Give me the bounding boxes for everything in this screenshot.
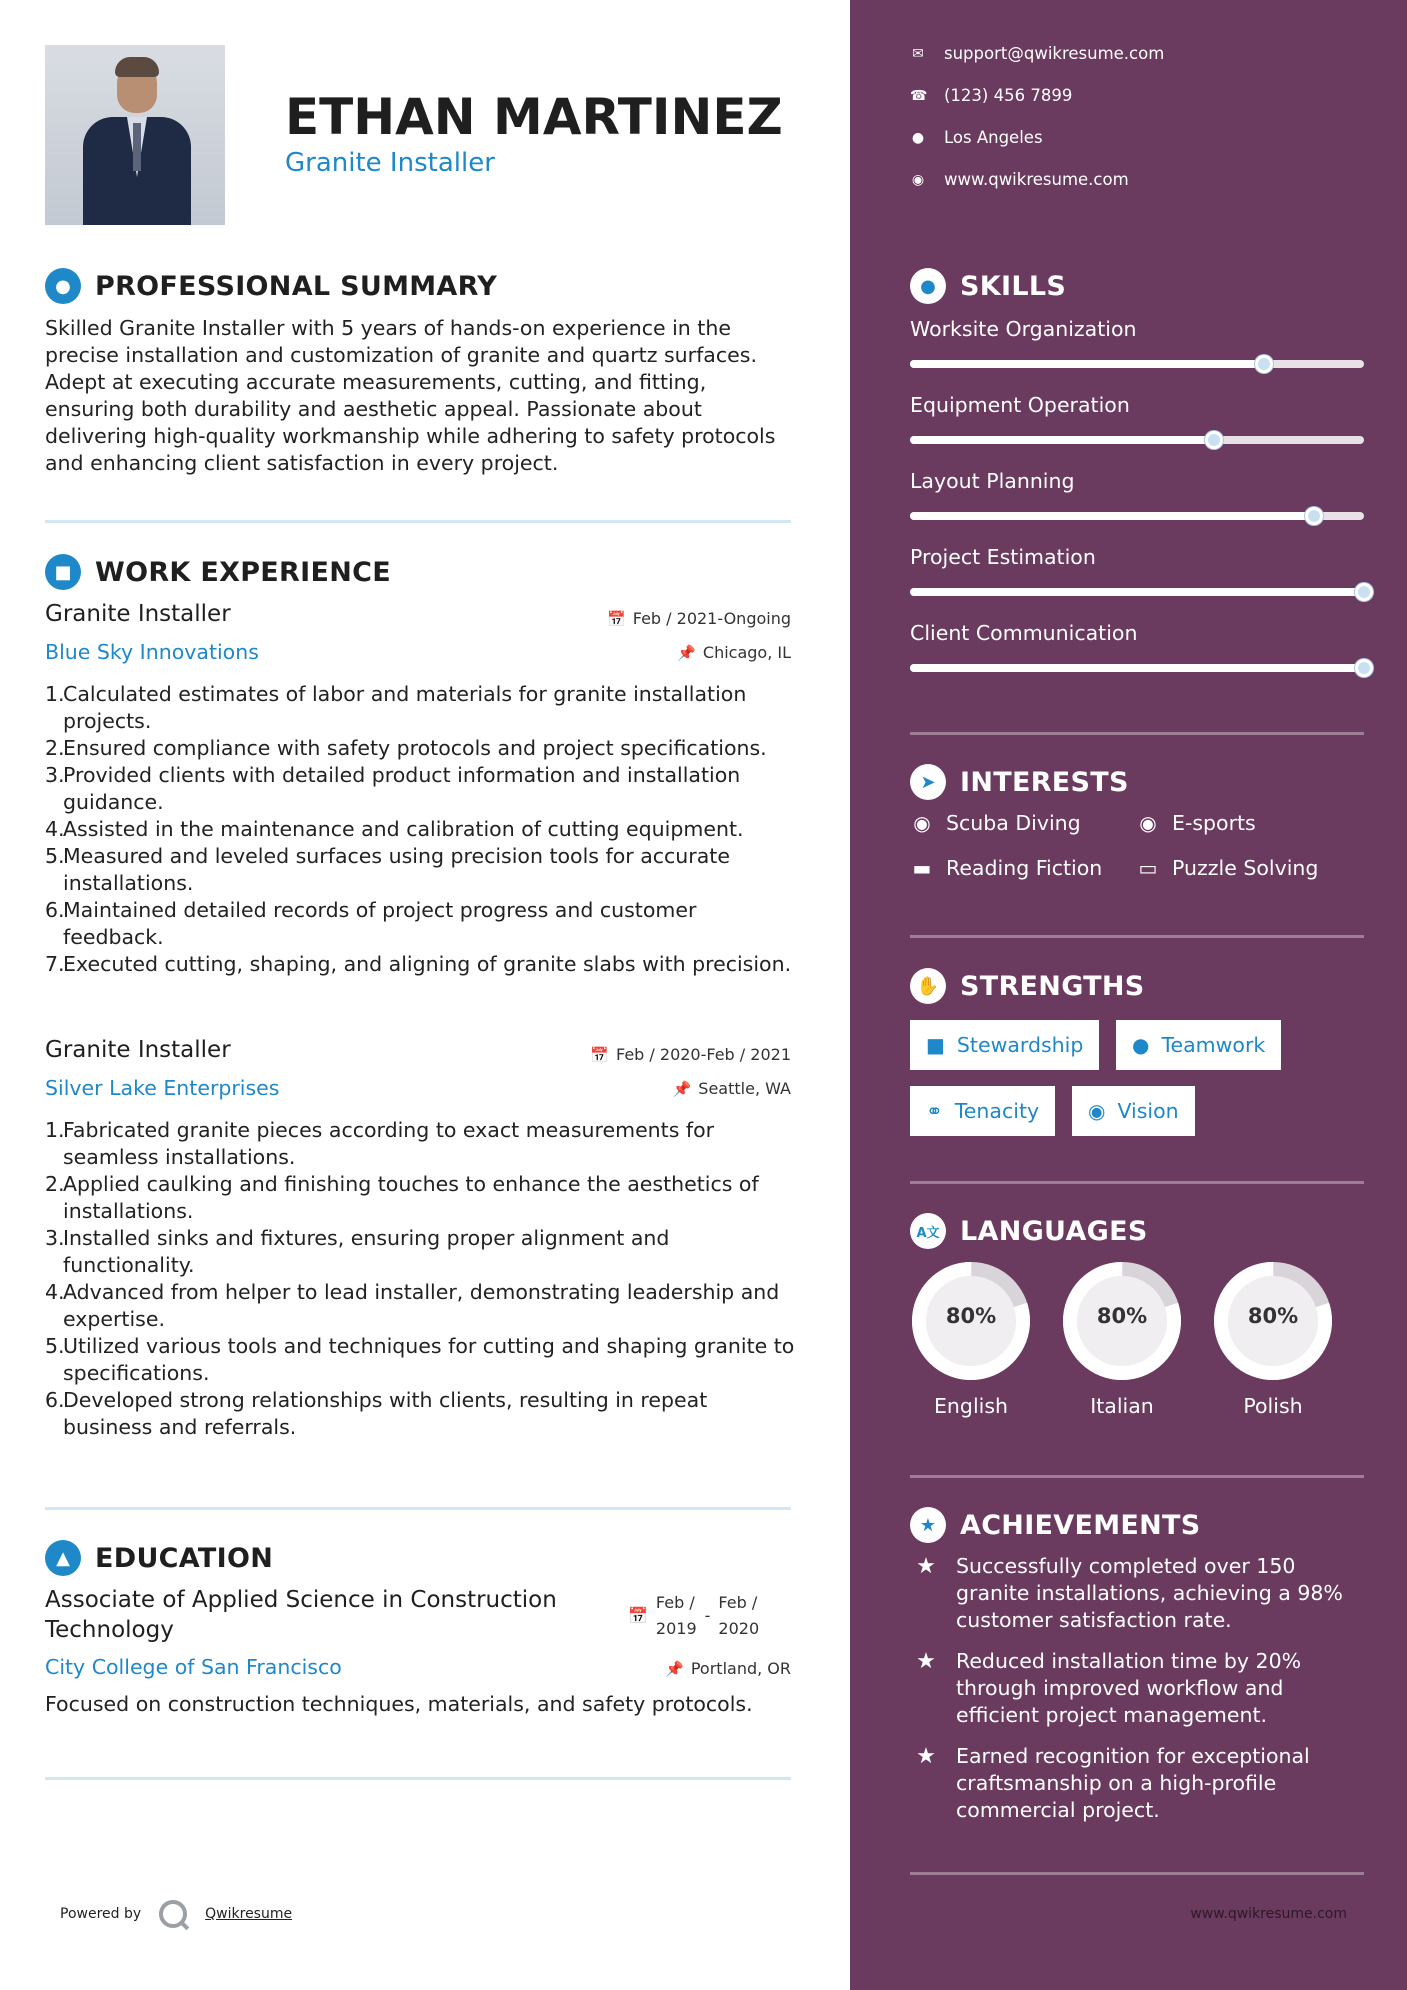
list-item: 6. Developed strong relationships with clients, resulting in repeat business and referrals. xyxy=(45,1388,708,1439)
language-percent: 80% xyxy=(1247,1304,1299,1328)
lifebuoy-icon: ◉ xyxy=(1139,811,1157,835)
work-heading: ■ WORK EXPERIENCE xyxy=(45,554,391,590)
users-icon: ● xyxy=(1132,1033,1150,1057)
skill-bar-knob xyxy=(1355,583,1373,601)
list-item: 7. Executed cutting, shaping, and aligning of granite slabs with precision. xyxy=(45,952,792,976)
skill-bar-fill xyxy=(910,436,1214,444)
strengths-heading: ✋ STRENGTHS xyxy=(910,968,1145,1004)
skill-label: Equipment Operation xyxy=(910,393,1130,417)
achievements-heading: ★ ACHIEVEMENTS xyxy=(910,1507,1201,1543)
skill-bar-knob xyxy=(1305,507,1323,525)
star-badge-icon: ★ xyxy=(910,1507,946,1543)
sidebar xyxy=(850,0,1407,1990)
contact-phone[interactable]: ☎ (123) 456 7899 xyxy=(910,86,1073,105)
achievement-item: ★ Successfully completed over 150 granite installations, achieving a 98% customer satisfaction rate. xyxy=(910,1553,1370,1634)
list-item: 4. Assisted in the maintenance and calibration of cutting equipment. xyxy=(45,817,744,841)
contact-website[interactable]: ◉ www.qwikresume.com xyxy=(911,170,1129,189)
section-divider xyxy=(45,1777,791,1780)
language-item xyxy=(1212,1260,1334,1418)
section-divider xyxy=(910,935,1364,938)
list-item: 2. Ensured compliance with safety protocols and project specifications. xyxy=(45,736,767,760)
job-title: Granite Installer xyxy=(45,1037,231,1063)
section-divider xyxy=(910,1475,1364,1478)
footer-website[interactable]: www.qwikresume.com xyxy=(1190,1906,1347,1922)
paper-plane-icon: ➤ xyxy=(910,764,946,800)
book-icon: ▭ xyxy=(1138,856,1158,880)
skill-label: Layout Planning xyxy=(910,469,1075,493)
user-icon: ● xyxy=(45,268,81,304)
list-item: 5. Measured and leveled surfaces using precision tools for accurate installations. xyxy=(45,844,730,895)
achievement-item: ★ Earned recognition for exceptional craftsmanship on a high-profile commercial project. xyxy=(910,1743,1370,1824)
language-icon: A文 xyxy=(910,1213,946,1249)
degree-title: Associate of Applied Science in Construction Technology xyxy=(45,1587,557,1643)
languages-heading: A文 LANGUAGES xyxy=(910,1213,1148,1249)
achievement-item: ★ Reduced installation time by 20% through improved workflow and efficient project management. xyxy=(910,1648,1370,1729)
brand-link[interactable]: Qwikresume xyxy=(205,1906,293,1922)
skill-bar xyxy=(910,588,1364,596)
section-divider xyxy=(910,732,1364,735)
interests-heading: ➤ INTERESTS xyxy=(910,764,1129,800)
interest-item: ◉ Scuba Diving xyxy=(910,811,1081,835)
list-item: 2. Applied caulking and finishing touches to enhance the aesthetics of installations. xyxy=(45,1172,759,1223)
briefcase-icon: ■ xyxy=(45,554,81,590)
globe-icon: ◉ xyxy=(911,171,925,188)
map-marker-icon: ● xyxy=(911,129,925,146)
language-name: English xyxy=(933,1394,1009,1418)
summary-heading: ● PROFESSIONAL SUMMARY xyxy=(45,268,497,304)
list-item: 5. Utilized various tools and techniques for cutting and shaping granite to specifications. xyxy=(45,1334,795,1385)
job-company: Silver Lake Enterprises xyxy=(45,1076,280,1100)
education-description: Focused on construction techniques, materials, and safety protocols. xyxy=(45,1692,753,1716)
pin-icon: 📌 xyxy=(665,1659,684,1678)
interest-item: ▬ Reading Fiction xyxy=(910,856,1102,880)
skill-bar xyxy=(910,664,1364,672)
pin-icon: 📌 xyxy=(672,1079,692,1098)
list-item: 1. Calculated estimates of labor and materials for granite installation projects. xyxy=(45,682,747,733)
candidate-role: Granite Installer xyxy=(285,148,495,178)
education-heading: ▲ EDUCATION xyxy=(45,1540,273,1576)
strength-badge: ● Teamwork xyxy=(1116,1020,1281,1070)
job-company: Blue Sky Innovations xyxy=(45,640,259,664)
interest-item: ◉ E-sports xyxy=(1136,811,1256,835)
strength-badge: ⚭ Tenacity xyxy=(910,1086,1055,1136)
lifebuoy-icon: ◉ xyxy=(913,811,931,835)
skill-bar xyxy=(910,436,1364,444)
section-divider xyxy=(910,1872,1364,1875)
star-icon: ★ xyxy=(916,1744,936,1769)
contact-email[interactable]: ✉ support@qwikresume.com xyxy=(910,44,1164,63)
graduation-icon: ▲ xyxy=(45,1540,81,1576)
pin-icon: 📌 xyxy=(677,643,696,662)
section-divider xyxy=(910,1181,1364,1184)
language-percent: 80% xyxy=(945,1304,997,1328)
language-item xyxy=(1061,1260,1183,1418)
interest-item: ▭ Puzzle Solving xyxy=(1136,856,1318,880)
skill-bar xyxy=(910,512,1364,520)
list-item: 3. Installed sinks and fixtures, ensuring proper alignment and functionality. xyxy=(45,1226,670,1277)
language-percent: 80% xyxy=(1096,1304,1148,1328)
list-item: 6. Maintained detailed records of project progress and customer feedback. xyxy=(45,898,697,949)
envelope-icon: ✉ xyxy=(912,45,924,62)
job-duties xyxy=(45,681,795,978)
education-dates: 📅 Feb / 2019 - Feb / 2020 xyxy=(628,1590,759,1642)
skill-bar xyxy=(910,360,1364,368)
list-item: 4. Advanced from helper to lead installer, demonstrating leadership and expertise. xyxy=(45,1280,780,1331)
link-icon: ⚭ xyxy=(926,1099,943,1123)
job-dates: 📅 Feb / 2020-Feb / 2021 xyxy=(590,1045,791,1064)
phone-icon: ☎ xyxy=(910,87,928,104)
skill-bar-fill xyxy=(910,664,1364,672)
skill-label: Client Communication xyxy=(910,621,1138,645)
skill-bar-fill xyxy=(910,360,1264,368)
job-dates: 📅 Feb / 2021-Ongoing xyxy=(607,609,791,628)
calendar-icon: 📅 xyxy=(628,1606,648,1625)
profile-photo xyxy=(45,45,225,225)
job-duties xyxy=(45,1117,795,1441)
skill-bar-knob xyxy=(1205,431,1223,449)
briefcase-icon: ■ xyxy=(926,1033,945,1057)
strength-badge: ◉ Vision xyxy=(1072,1086,1195,1136)
skills-heading: ● SKILLS xyxy=(910,268,1066,304)
contact-location: ● Los Angeles xyxy=(911,128,1043,147)
job-location: 📌 Seattle, WA xyxy=(672,1079,791,1098)
job-location: 📌 Chicago, IL xyxy=(677,643,791,662)
section-divider xyxy=(45,520,791,523)
language-name: Italian xyxy=(1090,1394,1154,1418)
school-name: City College of San Francisco xyxy=(45,1655,342,1679)
skill-label: Worksite Organization xyxy=(910,317,1137,341)
list-item: 3. Provided clients with detailed product information and installation guidance. xyxy=(45,763,741,814)
skill-bar-fill xyxy=(910,512,1314,520)
language-name: Polish xyxy=(1243,1394,1303,1418)
language-item xyxy=(910,1260,1032,1418)
job-title: Granite Installer xyxy=(45,601,231,627)
qwikresume-logo-icon xyxy=(159,1900,187,1928)
gamepad-icon: ▬ xyxy=(912,856,932,880)
binoculars-icon: ◉ xyxy=(1088,1099,1106,1123)
calendar-icon: 📅 xyxy=(590,1045,609,1064)
skill-bar-fill xyxy=(910,588,1364,596)
list-item: 1. Fabricated granite pieces according to exact measurements for seamless installations. xyxy=(45,1118,715,1169)
calendar-icon: 📅 xyxy=(607,609,626,628)
fist-icon: ✋ xyxy=(910,968,946,1004)
candidate-name: ETHAN MARTINEZ xyxy=(285,88,783,146)
summary-text: Skilled Granite Installer with 5 years of hands-on experience in the precise installation and customization of granite and quartz surfaces. Adept at executing accurate measurements, cutting, and fitting, ensuring both durability and aesthetic appeal. Passionate about delivering high-quality workmanship while adhering to safety protocols and enhancing client satisfaction in every project. xyxy=(45,316,776,475)
lightbulb-icon: ● xyxy=(910,268,946,304)
skill-bar-knob xyxy=(1355,659,1373,677)
star-icon: ★ xyxy=(916,1649,936,1674)
section-divider xyxy=(45,1507,791,1510)
star-icon: ★ xyxy=(916,1554,936,1579)
skill-bar-knob xyxy=(1255,355,1273,373)
strength-badge: ■ Stewardship xyxy=(910,1020,1099,1070)
education-location: 📌 Portland, OR xyxy=(665,1659,791,1678)
skill-label: Project Estimation xyxy=(910,545,1096,569)
footer-branding: Powered by Qwikresume xyxy=(60,1900,292,1928)
